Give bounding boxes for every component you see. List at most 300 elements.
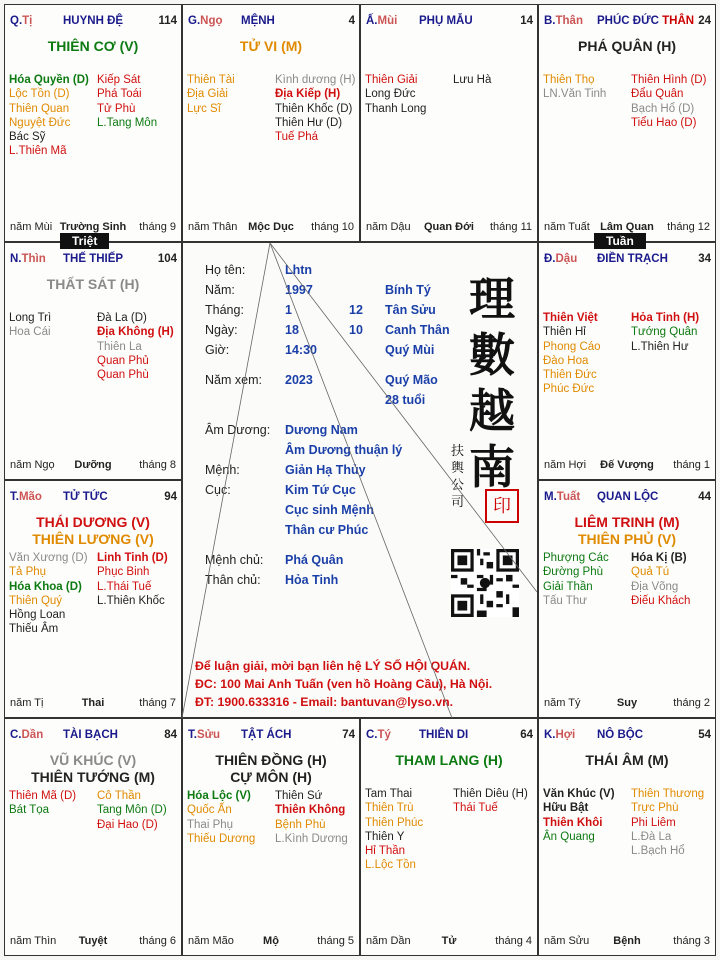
palace-cell-hoi[interactable]	[538, 718, 716, 956]
palace-name	[241, 729, 291, 741]
minor-star: Phúc Đức	[543, 383, 595, 396]
minor-stars-left	[187, 789, 255, 846]
menh-label: Mệnh:	[205, 463, 240, 477]
minor-stars-right	[631, 73, 706, 130]
palace-branch	[10, 253, 46, 265]
minor-star: Thiên Thọ	[543, 74, 595, 86]
minor-limit-year: năm Mùi	[10, 221, 53, 233]
palace-branch-name: Thìn	[21, 253, 46, 265]
monthly-limit: tháng 9	[139, 221, 176, 233]
major-star: LIÊM TRINH (M)	[574, 514, 680, 530]
palace-title: MỆNH	[241, 15, 275, 27]
palace-cell-dau[interactable]	[538, 242, 716, 480]
advert-contact: ĐT: 1900.633316 - Email: bantuvan@lyso.vn.	[195, 695, 454, 709]
major-limit-age: 74	[342, 729, 355, 741]
minor-star: Bạch Hổ (D)	[631, 102, 695, 115]
minor-star: L.Tang Môn	[97, 116, 158, 129]
major-star: CỰ MÔN (H)	[230, 769, 312, 785]
minor-star: Lưu Hà	[453, 74, 492, 86]
minor-star: Trực Phù	[631, 802, 679, 815]
center-info-panel	[182, 242, 538, 718]
seal-char: 印	[493, 496, 511, 516]
palace-stem: M.	[544, 491, 557, 503]
minor-star: L.Lộc Tồn	[365, 859, 416, 872]
minor-stars-left	[9, 789, 76, 818]
major-limit-age: 34	[698, 253, 711, 265]
major-stars	[539, 752, 715, 769]
amduong-relation: Âm Dương thuận lý	[285, 443, 403, 457]
palace-stem: T.	[10, 491, 19, 503]
major-star: THIÊN TƯỚNG (M)	[31, 769, 155, 785]
monthly-limit: tháng 3	[673, 935, 710, 947]
palace-title: THẾ THIẾP	[63, 253, 124, 265]
minor-star: Đẩu Quân	[631, 88, 684, 101]
hour-value: 14:30	[285, 343, 317, 357]
palace-name	[597, 729, 643, 741]
name-label: Họ tên:	[205, 263, 246, 277]
palace-branch	[366, 729, 391, 741]
minor-limit-year: năm Tý	[544, 697, 581, 709]
monthly-limit: tháng 1	[673, 459, 710, 471]
palace-name	[597, 15, 694, 27]
palace-stem: C.	[10, 729, 22, 741]
minor-star: Tiểu Hao (D)	[631, 116, 697, 129]
thanchu-label: Thân chủ:	[205, 573, 261, 587]
minor-star: Thiên Mã (D)	[9, 790, 77, 802]
major-limit-age: 14	[520, 15, 533, 27]
minor-stars-right	[631, 787, 704, 858]
minor-star: Thiên Y	[365, 830, 405, 843]
minor-star: Thiên Khốc (D)	[275, 102, 353, 115]
minor-star: Đường Phù	[543, 566, 603, 579]
palace-branch	[10, 491, 42, 503]
major-stars	[5, 38, 181, 55]
calligraphy-char-1: 理	[469, 272, 515, 326]
major-star: VŨ KHÚC (V)	[49, 752, 137, 768]
minor-star: Văn Khúc (V)	[543, 788, 615, 800]
view-year-label: Năm xem:	[205, 373, 262, 387]
major-stars	[5, 752, 181, 786]
day-solar: 18	[285, 323, 299, 337]
advert-line-1: Để luận giải, mời bạn liên hệ LÝ SỐ HỘI QUÁN.	[195, 659, 471, 673]
major-star: TỬ VI (M)	[239, 38, 303, 54]
minor-stars-left	[365, 73, 426, 116]
minor-star: Hóa Kị (B)	[631, 552, 687, 564]
minor-star: Lực Sĩ	[187, 102, 221, 115]
minor-star: Hữu Bật	[543, 802, 589, 815]
palace-name	[597, 253, 668, 265]
major-stars	[539, 38, 715, 55]
palace-name	[63, 15, 123, 27]
hour-canchi: Quý Mùi	[385, 343, 435, 357]
major-star: THIÊN ĐỒNG (H)	[215, 752, 327, 768]
minor-star: Thiên Không	[275, 804, 346, 817]
minor-stars-right	[97, 311, 174, 382]
major-stars	[5, 514, 181, 548]
major-limit-age: 44	[698, 491, 711, 503]
palace-name	[63, 491, 108, 503]
minor-star: Quan Phù	[97, 369, 149, 382]
minor-star: Long Trì	[9, 312, 52, 324]
monthly-limit: tháng 8	[139, 459, 176, 471]
minor-star: L.Thiên Hư	[631, 340, 689, 353]
minor-stars-right	[453, 73, 491, 87]
palace-branch	[544, 253, 577, 265]
minor-star: Bệnh Phù	[275, 818, 326, 831]
minor-stars-right	[631, 551, 690, 608]
minor-star: Tấu Thư	[543, 594, 587, 607]
minor-star: Thiên Hình (D)	[631, 74, 707, 86]
palace-title: PHỤ MẪU	[419, 15, 473, 27]
minor-star: Văn Xương (D)	[9, 552, 88, 564]
palace-name	[63, 253, 123, 265]
minor-star: L.Bạch Hổ	[631, 845, 685, 858]
minor-stars-right	[97, 789, 167, 832]
palace-cell-ngo[interactable]	[182, 4, 360, 242]
life-stage: Lâm Quan	[600, 221, 654, 233]
minor-star: Đà La (D)	[97, 312, 147, 324]
life-stage: Quan Đới	[424, 221, 474, 233]
menhchu-label: Mệnh chủ:	[205, 553, 264, 567]
minor-star: Thiên Hỉ	[543, 326, 586, 339]
minor-star: Nguyệt Đức	[9, 116, 71, 129]
palace-cell-than[interactable]	[538, 4, 716, 242]
minor-star: L.Kình Dương	[275, 832, 348, 845]
palace-cell-mao[interactable]	[4, 480, 182, 718]
palace-branch-name: Tị	[22, 15, 33, 27]
palace-branch-name: Thân	[555, 15, 583, 27]
minor-star: Cô Thần	[97, 790, 141, 802]
major-star: THẤT SÁT (H)	[46, 276, 140, 292]
life-stage: Suy	[616, 697, 638, 709]
minor-star: Tam Thai	[365, 788, 413, 800]
minor-stars-right	[275, 73, 355, 144]
minor-star: Thiên Giải	[365, 74, 418, 86]
view-year-value: 2023	[285, 373, 313, 387]
major-star: PHÁ QUÂN (H)	[578, 38, 676, 54]
minor-stars-left	[9, 551, 88, 637]
cuc-label: Cục:	[205, 483, 231, 497]
major-star: THAM LANG (H)	[395, 752, 503, 768]
menhchu-value: Phá Quân	[285, 553, 344, 567]
thanchu-value: Hỏa Tinh	[285, 573, 339, 587]
minor-star: Long Đức	[365, 88, 416, 101]
cuc-relation: Cục sinh Mệnh	[285, 503, 374, 517]
minor-star: Thiên Diêu (H)	[453, 788, 528, 800]
palace-branch	[188, 729, 220, 741]
minor-star: Thanh Long	[365, 102, 427, 115]
year-value: 1997	[285, 283, 313, 297]
minor-star: L.Thái Tuế	[97, 580, 152, 593]
menh-value: Giản Hạ Thủy	[285, 463, 366, 477]
minor-stars-right	[453, 787, 528, 816]
minor-star: Địa Võng	[631, 580, 679, 593]
life-stage: Mộc Dục	[248, 221, 294, 233]
minor-star: Tang Môn (D)	[97, 804, 167, 817]
life-stage: Tử	[441, 935, 457, 947]
palace-branch-name: Ngọ	[200, 15, 223, 27]
year-label: Năm:	[205, 283, 235, 297]
major-stars	[539, 514, 715, 548]
tuan-marker: Tuần	[594, 233, 646, 249]
palace-branch-name: Tý	[377, 729, 391, 741]
minor-star: L.Đà La	[631, 830, 672, 843]
palace-stem: T.	[188, 729, 197, 741]
palace-stem: B.	[544, 15, 556, 27]
monthly-limit: tháng 7	[139, 697, 176, 709]
month-lunar: 12	[349, 303, 363, 317]
palace-title: ĐIỀN TRẠCH	[597, 253, 668, 265]
monthly-limit: tháng 4	[495, 935, 532, 947]
major-star: THÁI DƯƠNG (V)	[36, 514, 150, 530]
monthly-limit: tháng 10	[311, 221, 354, 233]
life-stage: Tuyệt	[78, 935, 108, 947]
palace-stem: K.	[544, 729, 556, 741]
minor-star: Lộc Tồn (D)	[9, 88, 70, 101]
palace-cell-ty[interactable]	[360, 718, 538, 956]
minor-limit-year: năm Sửu	[544, 935, 590, 947]
palace-cell-thin[interactable]	[4, 242, 182, 480]
minor-star: Thiên Quý	[9, 594, 63, 607]
minor-stars-left	[365, 787, 423, 873]
minor-star: Quốc Ấn	[187, 804, 232, 817]
palace-cell-ti[interactable]	[4, 4, 182, 242]
minor-star: Hoa Cái	[9, 326, 51, 339]
major-stars	[183, 752, 359, 786]
minor-star: Phong Cáo	[543, 340, 601, 353]
advert-address: ĐC: 100 Mai Anh Tuấn (ven hồ Hoàng Cầu), Hà Nội.	[195, 677, 493, 691]
minor-stars-left	[187, 73, 235, 116]
minor-star: Thiếu Âm	[9, 623, 59, 636]
minor-star: Đại Hao (D)	[97, 818, 158, 831]
minor-limit-year: năm Ngọ	[10, 459, 55, 471]
calligraphy-char-4: 南	[469, 440, 515, 494]
day-canchi: Canh Thân	[385, 323, 450, 337]
minor-star: Đào Hoa	[543, 354, 589, 367]
minor-star: Hóa Khoa (D)	[9, 580, 82, 593]
life-stage: Đế Vượng	[600, 459, 654, 471]
minor-star: LN.Văn Tinh	[543, 88, 607, 101]
minor-star: Thiên Việt	[543, 312, 598, 324]
minor-star: Thai Phụ	[187, 818, 234, 831]
minor-limit-year: năm Mão	[188, 935, 234, 947]
minor-star: Hóa Quyền (D)	[9, 74, 89, 86]
minor-star: Hỉ Thần	[365, 845, 406, 858]
minor-star: Kiếp Sát	[97, 74, 141, 86]
minor-stars-left	[9, 311, 51, 340]
vertical-char-2: 輿	[451, 461, 465, 476]
than-tag: THÂN	[662, 15, 695, 27]
vertical-char-3: 公	[451, 478, 465, 493]
year-canchi: Bính Tý	[385, 283, 431, 297]
major-limit-age: 104	[157, 253, 177, 265]
monthly-limit: tháng 11	[489, 221, 532, 233]
minor-star: Địa Giải	[187, 88, 228, 101]
palace-stem: Đ.	[544, 253, 556, 265]
major-limit-age: 114	[158, 15, 177, 27]
hour-label: Giờ:	[205, 343, 230, 357]
minor-star: Phá Toái	[97, 88, 142, 101]
major-limit-age: 64	[520, 729, 533, 741]
palace-stem: N.	[10, 253, 22, 265]
palace-branch	[544, 15, 583, 27]
palace-cell-suu[interactable]	[182, 718, 360, 956]
minor-star: Thiên Trù	[365, 802, 414, 815]
major-stars	[183, 38, 359, 55]
palace-name	[241, 15, 275, 27]
company-vertical-text	[451, 443, 465, 511]
age-value: 28 tuổi	[385, 393, 426, 407]
monthly-limit: tháng 12	[667, 221, 710, 233]
minor-star: Thiên La	[97, 340, 142, 353]
vertical-char-1: 扶	[451, 444, 465, 459]
minor-star: Phi Liêm	[631, 816, 676, 829]
qr-code-icon	[451, 549, 519, 617]
minor-star: Thiên Khôi	[543, 816, 603, 829]
palace-title: PHÚC ĐỨC	[597, 15, 659, 27]
minor-star: Địa Kiếp (H)	[275, 88, 341, 101]
palace-title: TỬ TỨC	[63, 491, 108, 503]
minor-stars-left	[543, 73, 606, 102]
minor-star: Tuế Phá	[275, 131, 319, 144]
minor-star: Giải Thần	[543, 580, 593, 593]
life-stage: Thai	[81, 697, 105, 709]
day-label: Ngày:	[205, 323, 238, 337]
palace-cell-dan[interactable]	[4, 718, 182, 956]
major-limit-age: 24	[698, 15, 711, 27]
palace-branch-name: Sửu	[196, 729, 220, 741]
minor-star: Thiếu Dương	[187, 832, 256, 845]
major-star: THIÊN CƠ (V)	[47, 38, 139, 54]
minor-star: Tả Phụ	[9, 566, 47, 579]
minor-star: Hỏa Tinh (H)	[631, 312, 700, 324]
month-label: Tháng:	[205, 303, 244, 317]
major-limit-age: 94	[164, 491, 177, 503]
palace-branch	[10, 729, 43, 741]
palace-stem: Ấ.	[366, 15, 378, 27]
minor-star: Phượng Các	[543, 552, 609, 564]
minor-limit-year: năm Thìn	[10, 935, 57, 947]
palace-branch-name: Mùi	[377, 15, 398, 27]
minor-star: Tử Phù	[97, 102, 136, 115]
minor-stars-left	[543, 551, 609, 608]
minor-limit-year: năm Tị	[10, 697, 44, 709]
major-stars	[361, 752, 537, 769]
minor-star: Thiên Thương	[631, 788, 705, 800]
palace-branch	[366, 15, 397, 27]
minor-stars-right	[97, 551, 168, 608]
palace-title: QUAN LỘC	[597, 491, 659, 503]
minor-star: Phục Binh	[97, 566, 150, 579]
palace-title: HUYNH ĐỆ	[63, 15, 124, 27]
life-stage: Trường Sinh	[59, 221, 127, 233]
calligraphy-char-3: 越	[469, 384, 515, 438]
minor-star: L.Thiên Khốc	[97, 594, 165, 607]
minor-star: Thiên Sứ	[275, 790, 323, 802]
monthly-limit: tháng 6	[139, 935, 176, 947]
month-canchi: Tân Sửu	[385, 303, 436, 317]
life-stage: Dưỡng	[74, 459, 112, 471]
vertical-char-4: 司	[451, 495, 465, 510]
minor-star: L.Thiên Mã	[9, 145, 67, 158]
palace-name	[419, 729, 468, 741]
minor-star: Hóa Lộc (V)	[187, 790, 251, 802]
minor-star: Thiên Đức	[543, 369, 597, 382]
minor-star: Quan Phủ	[97, 354, 149, 367]
minor-star: Kình dương (H)	[275, 74, 356, 86]
major-limit-age: 4	[348, 15, 355, 27]
life-stage: Mộ	[263, 935, 279, 947]
palace-branch-name: Dậu	[555, 253, 578, 265]
minor-star: Ân Quang	[543, 830, 595, 843]
minor-limit-year: năm Thân	[188, 221, 238, 233]
minor-star: Hồng Loan	[9, 609, 66, 622]
name-value: Lhtn	[285, 263, 313, 277]
major-limit-age: 84	[164, 729, 177, 741]
triet-marker: Triệt	[60, 233, 109, 249]
calligraphy-char-2: 數	[469, 328, 515, 382]
minor-stars-left	[543, 787, 615, 844]
amduong-value: Dương Nam	[285, 423, 358, 437]
palace-name	[419, 15, 473, 27]
palace-title: THIÊN DI	[419, 729, 469, 741]
major-star: THIÊN LƯƠNG (V)	[32, 531, 154, 547]
minor-star: Địa Không (H)	[97, 326, 174, 339]
minor-limit-year: năm Dần	[366, 935, 411, 947]
minor-stars-left	[543, 311, 601, 397]
palace-branch-name: Dần	[21, 729, 44, 741]
palace-branch	[544, 729, 575, 741]
palace-branch-name: Hợi	[555, 729, 576, 741]
palace-branch-name: Mão	[18, 491, 42, 503]
minor-stars-right	[97, 73, 157, 130]
minor-star: Tướng Quân	[631, 326, 698, 339]
monthly-limit: tháng 5	[317, 935, 354, 947]
palace-stem: C.	[366, 729, 378, 741]
major-stars	[5, 276, 181, 293]
minor-star: Điếu Khách	[631, 594, 691, 607]
palace-cell-tuat[interactable]	[538, 480, 716, 718]
red-seal-stamp	[485, 489, 519, 523]
monthly-limit: tháng 2	[673, 697, 710, 709]
minor-star: Quả Tú	[631, 566, 670, 579]
amduong-label: Âm Dương:	[205, 423, 271, 437]
minor-limit-year: năm Hợi	[544, 459, 587, 471]
minor-star: Thiên Quan	[9, 102, 70, 115]
minor-limit-year: năm Dậu	[366, 221, 411, 233]
month-solar: 1	[285, 303, 292, 317]
cuc-value: Kim Tứ Cục	[285, 483, 356, 497]
palace-title: NÔ BỘC	[597, 729, 643, 741]
palace-name	[597, 491, 658, 503]
major-star: THIÊN PHỦ (V)	[578, 531, 676, 547]
minor-stars-right	[631, 311, 699, 354]
minor-star: Bác Sỹ	[9, 131, 46, 144]
life-stage: Bệnh	[613, 935, 641, 947]
palace-stem: Q.	[10, 15, 23, 27]
minor-star: Thái Tuế	[453, 802, 498, 815]
palace-title: TẬT ÁCH	[241, 729, 292, 741]
minor-star: Thiên Tài	[187, 74, 235, 86]
palace-branch-name: Tuất	[556, 491, 581, 503]
palace-stem: G.	[188, 15, 201, 27]
minor-star: Thiên Phúc	[365, 816, 424, 829]
view-year-canchi: Quý Mão	[385, 373, 438, 387]
major-star: THÁI ÂM (M)	[585, 752, 669, 768]
minor-stars-left	[9, 73, 89, 159]
palace-cell-mui[interactable]	[360, 4, 538, 242]
palace-branch	[188, 15, 223, 27]
